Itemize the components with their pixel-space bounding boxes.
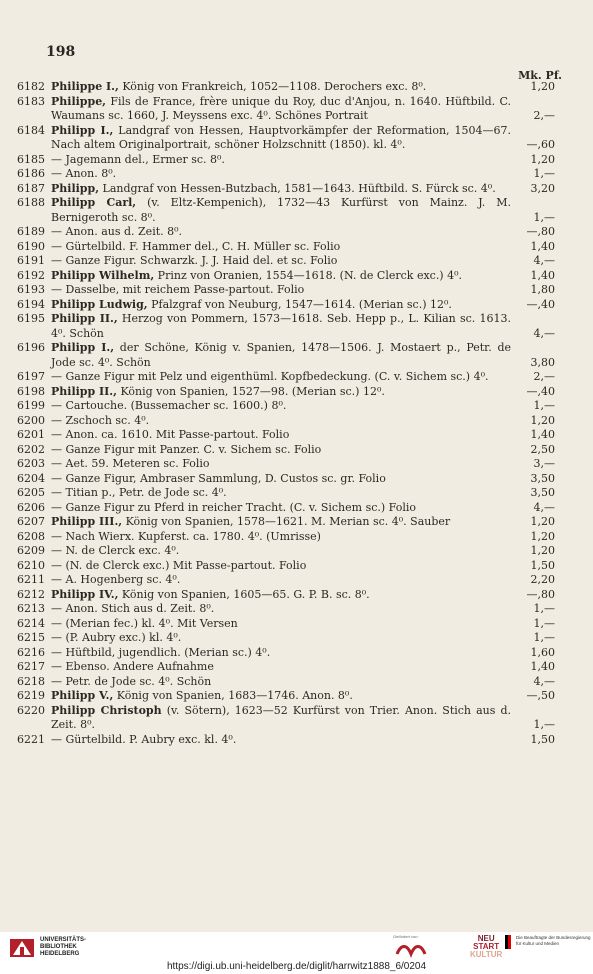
catalog-entry bbox=[10, 399, 555, 414]
entry-description bbox=[51, 80, 555, 95]
entry-number: 6190 bbox=[17, 239, 45, 253]
entry-text: König von Spanien, 1605—65. G. P. B. sc. 8⁰. bbox=[118, 587, 370, 601]
entry-price: —,40 bbox=[526, 384, 555, 398]
catalog-entry bbox=[10, 80, 555, 95]
entry-description bbox=[51, 269, 555, 284]
entry-price: 3,50 bbox=[530, 486, 555, 499]
entry-description bbox=[51, 544, 555, 559]
entry-name: Philipp V., bbox=[51, 689, 114, 702]
catalog-entry bbox=[10, 588, 555, 603]
entry-description bbox=[51, 631, 555, 646]
entry-description bbox=[51, 733, 555, 748]
entry-description bbox=[51, 428, 555, 443]
entry-number: 6215 bbox=[17, 631, 45, 644]
entry-number: 6211 bbox=[17, 573, 45, 586]
entry-text: Fils de France, frère unique du Roy, duc d'Anjou, n. 1640. Hüftbild. C. Waumans sc. 1660, J. Meyssens exc. 4⁰. Schönes Portrait bbox=[51, 94, 511, 122]
entry-number: 6212 bbox=[17, 587, 45, 601]
entry-number: 6187 bbox=[17, 181, 45, 195]
entry-text: — A. Hogenberg sc. 4⁰. bbox=[51, 573, 181, 586]
entry-text: — (P. Aubry exc.) kl. 4⁰. bbox=[51, 631, 182, 644]
catalog-entry bbox=[10, 95, 555, 124]
entry-number: 6206 bbox=[17, 500, 45, 514]
entry-name: Philipp, bbox=[51, 181, 100, 195]
entry-price: 1,80 bbox=[530, 283, 555, 296]
entry-description bbox=[51, 182, 555, 197]
catalog-entry bbox=[10, 646, 555, 661]
entry-text: — Cartouche. (Bussemacher sc. 1600.) 8⁰. bbox=[51, 399, 287, 412]
entry-number: 6220 bbox=[17, 703, 45, 717]
library-logo-line-1: UNIVERSITÄTS- bbox=[40, 936, 87, 943]
entry-number: 6193 bbox=[17, 283, 45, 296]
entry-price: 2,— bbox=[533, 109, 555, 122]
catalog-entry bbox=[10, 414, 555, 429]
catalog-entry bbox=[10, 124, 555, 153]
catalog-entry bbox=[10, 283, 555, 298]
entry-description bbox=[51, 283, 555, 298]
library-logo-line-2: BIBLIOTHEK bbox=[40, 943, 77, 950]
entry-text: — Jagemann del., Ermer sc. 8⁰. bbox=[51, 152, 225, 166]
catalog-entry bbox=[10, 370, 555, 385]
catalog-entries bbox=[10, 80, 555, 747]
entry-price: 1,— bbox=[533, 602, 555, 615]
entry-price: —,40 bbox=[526, 297, 555, 311]
entry-number: 6219 bbox=[17, 689, 45, 702]
entry-name: Philipp II., bbox=[51, 312, 118, 325]
entry-number: 6182 bbox=[17, 80, 45, 93]
entry-price: 1,40 bbox=[530, 239, 555, 253]
entry-number: 6197 bbox=[17, 370, 45, 383]
entry-text: — Gürtelbild. P. Aubry exc. kl. 4⁰. bbox=[51, 732, 237, 746]
entry-text: — Ganze Figur, Ambraser Sammlung, D. Custos sc. gr. Folio bbox=[51, 471, 386, 485]
entry-price: 1,20 bbox=[530, 544, 555, 557]
entry-name: Philipp Ludwig, bbox=[51, 297, 148, 311]
entry-price: 1,— bbox=[533, 399, 555, 412]
entry-text: — Gürtelbild. F. Hammer del., C. H. Müller sc. Folio bbox=[51, 239, 341, 253]
entry-price: 1,— bbox=[533, 631, 555, 644]
entry-price: 4,— bbox=[533, 500, 555, 514]
federal-eagle-icon bbox=[505, 935, 513, 949]
entry-price: 2,20 bbox=[530, 573, 555, 586]
entry-price: 1,20 bbox=[530, 529, 555, 543]
permalink-url[interactable]: https://digi.ub.uni-heidelberg.de/diglit/harrwitz1888_6/0204 bbox=[166, 961, 427, 972]
entry-price: 1,50 bbox=[530, 558, 555, 572]
entry-price: 3,— bbox=[533, 457, 555, 470]
entry-number: 6192 bbox=[17, 268, 45, 282]
entry-price: —,80 bbox=[526, 225, 555, 238]
entry-number: 6191 bbox=[17, 254, 45, 267]
entry-number: 6202 bbox=[17, 442, 45, 456]
entry-number: 6199 bbox=[17, 399, 45, 412]
catalog-entry bbox=[10, 428, 555, 443]
entry-number: 6205 bbox=[17, 486, 45, 499]
entry-name: Philipp III., bbox=[51, 515, 123, 528]
entry-name: Philipp Christoph bbox=[51, 703, 162, 717]
catalog-entry bbox=[10, 602, 555, 617]
entry-description bbox=[51, 515, 555, 530]
entry-text: Herzog von Pommern, 1573—1618. Seb. Hepp p., L. Kilian sc. 1613. 4⁰. Schön bbox=[51, 312, 511, 340]
entry-number: 6213 bbox=[17, 602, 45, 615]
entry-description bbox=[51, 298, 555, 313]
entry-text: — Anon. aus d. Zeit. 8⁰. bbox=[51, 225, 183, 238]
entry-description bbox=[51, 617, 555, 632]
entry-description bbox=[51, 660, 555, 675]
entry-text: — Anon. Stich aus d. Zeit. 8⁰. bbox=[51, 602, 215, 615]
entry-text: — Zschoch sc. 4⁰. bbox=[51, 413, 150, 427]
catalog-entry bbox=[10, 660, 555, 675]
entry-number: 6183 bbox=[17, 94, 45, 108]
entry-description bbox=[51, 472, 555, 487]
entry-price: 4,— bbox=[533, 254, 555, 267]
page-number: 198 bbox=[46, 44, 76, 60]
entry-description bbox=[51, 153, 555, 168]
entry-text: — Nach Wierx. Kupferst. ca. 1780. 4⁰. (Umrisse) bbox=[51, 529, 321, 543]
entry-description bbox=[51, 95, 555, 124]
catalog-entry bbox=[10, 457, 555, 472]
entry-text: — Anon. 8⁰. bbox=[51, 167, 117, 180]
entry-number: 6208 bbox=[17, 529, 45, 543]
entry-text: — Aet. 59. Meteren sc. Folio bbox=[51, 457, 210, 470]
entry-text: — Ganze Figur mit Pelz und eigenthüml. Kopfbedeckung. (C. v. Sichem sc.) 4⁰. bbox=[51, 370, 489, 383]
entry-text: König von Spanien, 1683—1746. Anon. 8⁰. bbox=[113, 689, 353, 702]
entry-price: 1,50 bbox=[530, 732, 555, 746]
entry-price: 1,— bbox=[533, 210, 555, 224]
entry-text: — Ganze Figur. Schwarzk. J. J. Haid del. et sc. Folio bbox=[51, 254, 338, 267]
neustart-line-1: NEU bbox=[477, 934, 495, 943]
entry-description bbox=[51, 646, 555, 661]
entry-price: 1,20 bbox=[530, 515, 555, 528]
catalog-entry bbox=[10, 544, 555, 559]
entry-description bbox=[51, 341, 555, 370]
entry-price: 3,20 bbox=[530, 181, 555, 195]
neustart-line-2: START bbox=[473, 942, 500, 951]
entry-price: 2,— bbox=[533, 370, 555, 383]
entry-name: Philipp II., bbox=[51, 384, 117, 398]
entry-text: der Schöne, König v. Spanien, 1478—1506. J. Mostaert p., Petr. de Jode sc. 4⁰. Schön bbox=[51, 341, 511, 369]
catalog-entry bbox=[10, 472, 555, 487]
entry-price: 1,20 bbox=[530, 80, 555, 93]
entry-text: — (Merian fec.) kl. 4⁰. Mit Versen bbox=[51, 616, 238, 630]
catalog-entry bbox=[10, 530, 555, 545]
entry-text: Landgraf von Hessen, Hauptvorkämpfer der Reformation, 1504—67. Nach altem Originalportrait, schöner Holzschnitt (1850). kl. 4⁰. bbox=[51, 123, 511, 151]
entry-price: 1,20 bbox=[530, 413, 555, 427]
catalog-entry bbox=[10, 225, 555, 240]
bkm-line-1: Die Beauftragte der Bundesregierung bbox=[516, 935, 591, 940]
entry-description bbox=[51, 196, 555, 225]
entry-price: 1,20 bbox=[530, 152, 555, 166]
entry-text: — Ganze Figur mit Panzer. C. v. Sichem sc. Folio bbox=[51, 442, 322, 456]
entry-number: 6218 bbox=[17, 674, 45, 688]
entry-number: 6186 bbox=[17, 167, 45, 180]
entry-price: 1,— bbox=[533, 167, 555, 180]
entry-description bbox=[51, 225, 555, 240]
entry-price: —,60 bbox=[526, 138, 555, 151]
entry-description bbox=[51, 312, 555, 341]
entry-price: 1,— bbox=[533, 718, 555, 731]
entry-description bbox=[51, 559, 555, 574]
entry-number: 6185 bbox=[17, 152, 45, 166]
catalog-entry bbox=[10, 240, 555, 255]
entry-description bbox=[51, 573, 555, 588]
entry-text: — (N. de Clerck exc.) Mit Passe-partout. Folio bbox=[51, 558, 307, 572]
catalog-entry bbox=[10, 486, 555, 501]
entry-description bbox=[51, 457, 555, 472]
catalog-entry bbox=[10, 704, 555, 733]
entry-price: —,50 bbox=[526, 689, 555, 702]
entry-name: Philipp Wilhelm, bbox=[51, 268, 155, 282]
funded-label: Gefördert von: bbox=[393, 934, 419, 939]
entry-text: — Anon. ca. 1610. Mit Passe-partout. Folio bbox=[51, 428, 290, 441]
entry-price: 4,— bbox=[533, 674, 555, 688]
entry-number: 6209 bbox=[17, 544, 45, 557]
bkm-line-2: für Kultur und Medien bbox=[516, 940, 560, 946]
entry-price: 3,50 bbox=[530, 471, 555, 485]
catalog-entry bbox=[10, 153, 555, 168]
entry-description bbox=[51, 443, 555, 458]
catalog-entry bbox=[10, 254, 555, 269]
entry-description bbox=[51, 501, 555, 516]
entry-price: 1,60 bbox=[530, 645, 555, 659]
entry-number: 6200 bbox=[17, 413, 45, 427]
entry-description bbox=[51, 124, 555, 153]
catalog-entry bbox=[10, 733, 555, 748]
entry-name: Philippe I., bbox=[51, 80, 119, 93]
entry-number: 6216 bbox=[17, 645, 45, 659]
entry-number: 6221 bbox=[17, 732, 45, 746]
neustart-line-3: KULTUR bbox=[470, 950, 503, 959]
entry-description bbox=[51, 588, 555, 603]
library-logo-line-3: HEIDELBERG bbox=[40, 950, 80, 957]
entry-number: 6189 bbox=[17, 225, 45, 238]
entry-number: 6203 bbox=[17, 457, 45, 470]
entry-number: 6210 bbox=[17, 558, 45, 572]
entry-description bbox=[51, 399, 555, 414]
entry-description bbox=[51, 486, 555, 501]
entry-number: 6217 bbox=[17, 660, 45, 673]
catalog-entry bbox=[10, 515, 555, 530]
entry-description bbox=[51, 385, 555, 400]
entry-text: — Hüftbild, jugendlich. (Merian sc.) 4⁰. bbox=[51, 645, 271, 659]
entry-number: 6201 bbox=[17, 428, 45, 441]
entry-number: 6195 bbox=[17, 312, 45, 325]
entry-price: 1,40 bbox=[530, 660, 555, 673]
entry-text: (v. Sötern), 1623—52 Kurfürst von Trier. Anon. Stich aus d. Zeit. 8⁰. bbox=[51, 703, 512, 731]
library-logo-icon bbox=[8, 935, 36, 959]
entry-description bbox=[51, 689, 555, 704]
entry-number: 6198 bbox=[17, 384, 45, 398]
entry-description bbox=[51, 240, 555, 255]
entry-text: — Petr. de Jode sc. 4⁰. Schön bbox=[51, 674, 212, 688]
catalog-entry bbox=[10, 196, 555, 225]
entry-text: — Titian p., Petr. de Jode sc. 4⁰. bbox=[51, 486, 227, 499]
entry-description bbox=[51, 602, 555, 617]
catalog-entry bbox=[10, 631, 555, 646]
entry-description bbox=[51, 530, 555, 545]
entry-price: 1,— bbox=[533, 616, 555, 630]
entry-name: Philipp IV., bbox=[51, 587, 119, 601]
catalog-entry bbox=[10, 573, 555, 588]
entry-price: 3,80 bbox=[530, 355, 555, 369]
entry-text: — Dasselbe, mit reichem Passe-partout. Folio bbox=[51, 283, 305, 296]
catalog-entry bbox=[10, 269, 555, 284]
entry-description bbox=[51, 167, 555, 182]
entry-description bbox=[51, 704, 555, 733]
catalog-entry bbox=[10, 443, 555, 458]
catalog-entry bbox=[10, 182, 555, 197]
catalog-entry bbox=[10, 341, 555, 370]
entry-text: — Ebenso. Andere Aufnahme bbox=[51, 660, 214, 673]
catalog-entry bbox=[10, 559, 555, 574]
catalog-entry bbox=[10, 689, 555, 704]
entry-price: 2,50 bbox=[530, 442, 555, 456]
catalog-entry bbox=[10, 167, 555, 182]
entry-number: 6196 bbox=[17, 341, 45, 354]
entry-description bbox=[51, 414, 555, 429]
entry-number: 6184 bbox=[17, 123, 45, 137]
catalog-entry bbox=[10, 675, 555, 690]
catalog-entry bbox=[10, 298, 555, 313]
entry-number: 6194 bbox=[17, 297, 45, 311]
entry-text: Pfalzgraf von Neuburg, 1547—1614. (Merian sc.) 12⁰. bbox=[147, 297, 452, 311]
column-header: Mk. Pf. bbox=[518, 69, 562, 82]
entry-price: 1,40 bbox=[530, 428, 555, 441]
entry-number: 6188 bbox=[17, 196, 45, 209]
entry-number: 6214 bbox=[17, 616, 45, 630]
entry-text: Prinz von Oranien, 1554—1618. (N. de Clerck exc.) 4⁰. bbox=[154, 268, 463, 282]
entry-description bbox=[51, 370, 555, 385]
entry-text: (v. Eltz-Kempenich), 1732—43 Kurfürst von Mainz. J. M. Bernigeroth sc. 8⁰. bbox=[51, 196, 511, 224]
entry-description bbox=[51, 254, 555, 269]
entry-text: — N. de Clerck exc. 4⁰. bbox=[51, 544, 180, 557]
neustart-logo bbox=[470, 935, 502, 959]
entry-text: König von Spanien, 1527—98. (Merian sc.) 12⁰. bbox=[116, 384, 385, 398]
catalog-entry bbox=[10, 617, 555, 632]
entry-price: 1,40 bbox=[530, 268, 555, 282]
entry-price: 4,— bbox=[533, 326, 555, 340]
entry-name: Philippe, bbox=[51, 94, 107, 108]
entry-text: — Ganze Figur zu Pferd in reicher Tracht. (C. v. Sichem sc.) Folio bbox=[51, 500, 416, 514]
catalog-entry bbox=[10, 312, 555, 341]
entry-price: —,80 bbox=[526, 587, 555, 601]
catalog-entry bbox=[10, 501, 555, 516]
entry-text: König von Frankreich, 1052—1108. Derochers exc. 8⁰. bbox=[118, 80, 427, 93]
entry-number: 6207 bbox=[17, 515, 45, 528]
bkm-logo bbox=[505, 935, 591, 949]
entry-description bbox=[51, 675, 555, 690]
entry-text: Landgraf von Hessen-Butzbach, 1581—1643. Hüftbild. S. Fürck sc. 4⁰. bbox=[99, 181, 496, 195]
entry-number: 6204 bbox=[17, 471, 45, 485]
entry-text: König von Spanien, 1578—1621. M. Merian sc. 4⁰. Sauber bbox=[122, 515, 451, 528]
entry-name: Philipp I., bbox=[51, 123, 114, 137]
library-logo[interactable] bbox=[8, 935, 86, 959]
catalog-entry bbox=[10, 385, 555, 400]
entry-name: Philipp Carl, bbox=[51, 196, 137, 209]
seal-logo-icon bbox=[393, 940, 433, 960]
entry-name: Philipp I., bbox=[51, 341, 115, 354]
